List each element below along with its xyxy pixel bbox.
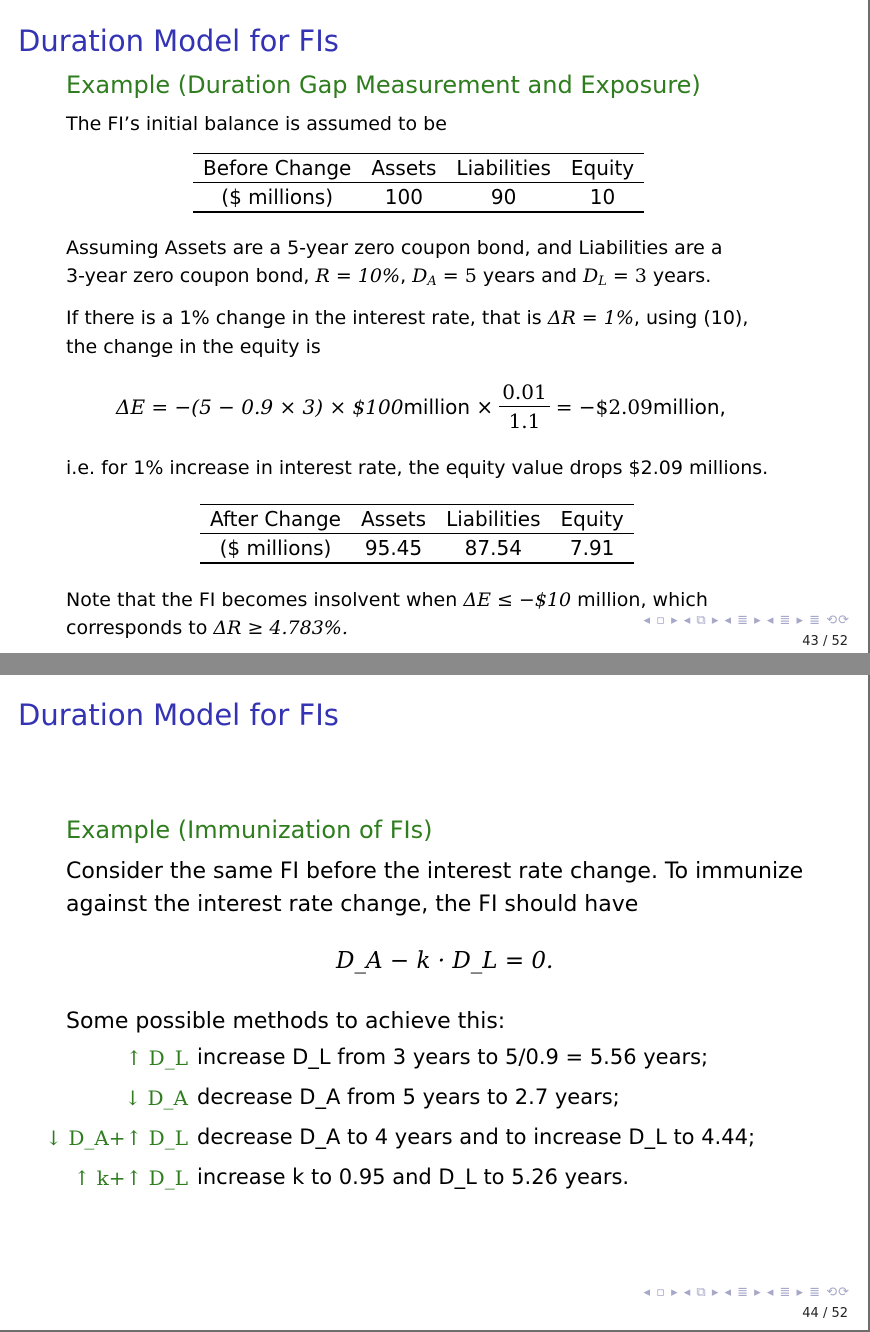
- table-header-cell: Equity: [551, 505, 634, 534]
- page-number: 44 / 52: [802, 1306, 848, 1321]
- method-description: decrease D_A to 4 years and to increase D_L to 4.44;: [197, 1125, 756, 1149]
- math-DA: $D_A$: [412, 265, 437, 290]
- table-cell: ($ millions): [193, 183, 361, 213]
- assumption-line-2: 3-year zero coupon bond, R = 10%, $D_A = 5$ years and $D_L = 3$ years.: [66, 265, 712, 290]
- fraction: [499, 380, 550, 433]
- table-header-cell: Assets: [361, 154, 446, 183]
- note-text: corresponds to: [66, 617, 214, 639]
- methods-intro: Some possible methods to achieve this:: [66, 1009, 506, 1034]
- beamer-navigation-icons[interactable]: ◂ ▫ ▸ ◂ ⧉ ▸ ◂ ≣ ▸ ◂ ≣ ▸ ≣ ⟲⟳: [643, 613, 850, 628]
- table-cell: ($ millions): [200, 534, 351, 564]
- method-label: ↑ D_L: [125, 1046, 188, 1070]
- change-text: , using (10),: [633, 307, 749, 329]
- immunization-equation: [336, 948, 553, 974]
- table-header-cell: Assets: [351, 505, 436, 534]
- assumption-text: years.: [646, 265, 712, 287]
- math-DL-value: = 3: [606, 265, 647, 287]
- example-title: Example (Duration Gap Measurement and Exposure): [66, 71, 701, 99]
- method-label: ↑ k+↑ D_L: [73, 1166, 188, 1190]
- equation-text: million,: [652, 394, 726, 419]
- change-line-2: the change in the equity is: [66, 336, 321, 358]
- table-cell: 7.91: [551, 534, 634, 564]
- method-description: increase D_L from 3 years to 5/0.9 = 5.56 years;: [197, 1045, 709, 1069]
- frame-title: Duration Model for FIs: [18, 698, 339, 732]
- table-header-cell: Liabilities: [436, 505, 550, 534]
- slide-separator: [0, 653, 870, 675]
- note-text: million, which: [571, 589, 708, 611]
- math-delta-R: ΔR = 1%: [547, 307, 634, 329]
- page-number: 43 / 52: [802, 634, 848, 649]
- table-row: [193, 183, 644, 213]
- equity-change-equation: [116, 380, 726, 433]
- table-header-cell: Liabilities: [446, 154, 560, 183]
- assumption-line-1: Assuming Assets are a 5-year zero coupon bond, and Liabilities are a: [66, 237, 723, 259]
- table-cell: 90: [446, 183, 560, 213]
- math-DA-value: = 5: [436, 265, 477, 287]
- slide-44: [0, 675, 870, 1332]
- math-R: R = 10%: [315, 265, 401, 287]
- table-header-cell: After Change: [200, 505, 351, 534]
- assumption-text: 3-year zero coupon bond,: [66, 265, 316, 287]
- change-line-1: [66, 304, 748, 333]
- assumption-text: years and: [476, 265, 583, 287]
- frame-title: Duration Model for FIs: [18, 24, 339, 58]
- slide-43: [0, 0, 870, 653]
- table-row: [200, 534, 634, 564]
- ie-line: i.e. for 1% increase in interest rate, the equity value drops $2.09 millions.: [66, 457, 769, 479]
- table-cell: 95.45: [351, 534, 436, 564]
- method-label: ↓ D_A: [124, 1086, 188, 1110]
- change-text: If there is a 1% change in the interest rate, that is: [66, 307, 548, 329]
- intro-line-2: against the interest rate change, the FI should have: [66, 892, 639, 917]
- fraction-numerator: 0.01: [499, 380, 550, 407]
- equation-text: D_A − k · D_L = 0.: [336, 948, 554, 974]
- beamer-navigation-icons[interactable]: ◂ ▫ ▸ ◂ ⧉ ▸ ◂ ≣ ▸ ◂ ≣ ▸ ≣ ⟲⟳: [643, 1285, 850, 1300]
- method-description: decrease D_A from 5 years to 2.7 years;: [197, 1085, 620, 1109]
- table-header-cell: Before Change: [193, 154, 361, 183]
- fraction-denominator: 1.1: [508, 409, 541, 433]
- math-delta-E: ΔE ≤ −$10: [463, 589, 572, 611]
- table-cell: 87.54: [436, 534, 550, 564]
- equation-text: million ×: [403, 394, 494, 419]
- intro-line-1: Consider the same FI before the interest rate change. To immunize: [66, 859, 804, 884]
- table-cell: 10: [561, 183, 644, 213]
- table-header-row: [193, 154, 644, 183]
- math-delta-R-threshold: ΔR ≥ 4.783%.: [213, 617, 348, 639]
- balance-table-after: [200, 504, 634, 564]
- equation-lhs: ΔE = −(5 − 0.9 × 3) × $100: [116, 394, 404, 419]
- note-line-2: [66, 614, 348, 643]
- method-label: ↓ D_A+↑ D_L: [45, 1126, 188, 1150]
- method-description: increase k to 0.95 and D_L to 5.26 years.: [197, 1165, 630, 1189]
- balance-table-before: [193, 153, 644, 213]
- table-header-cell: Equity: [561, 154, 644, 183]
- equation-rhs: = −$2.09: [555, 394, 653, 419]
- math-DL: $D_L$: [582, 265, 607, 290]
- table-header-row: [200, 505, 634, 534]
- note-line-1: [66, 586, 708, 615]
- example-title: Example (Immunization of FIs): [66, 816, 433, 844]
- note-text: Note that the FI becomes insolvent when: [66, 589, 464, 611]
- table-cell: 100: [361, 183, 446, 213]
- intro-text: The FI’s initial balance is assumed to be: [66, 113, 447, 135]
